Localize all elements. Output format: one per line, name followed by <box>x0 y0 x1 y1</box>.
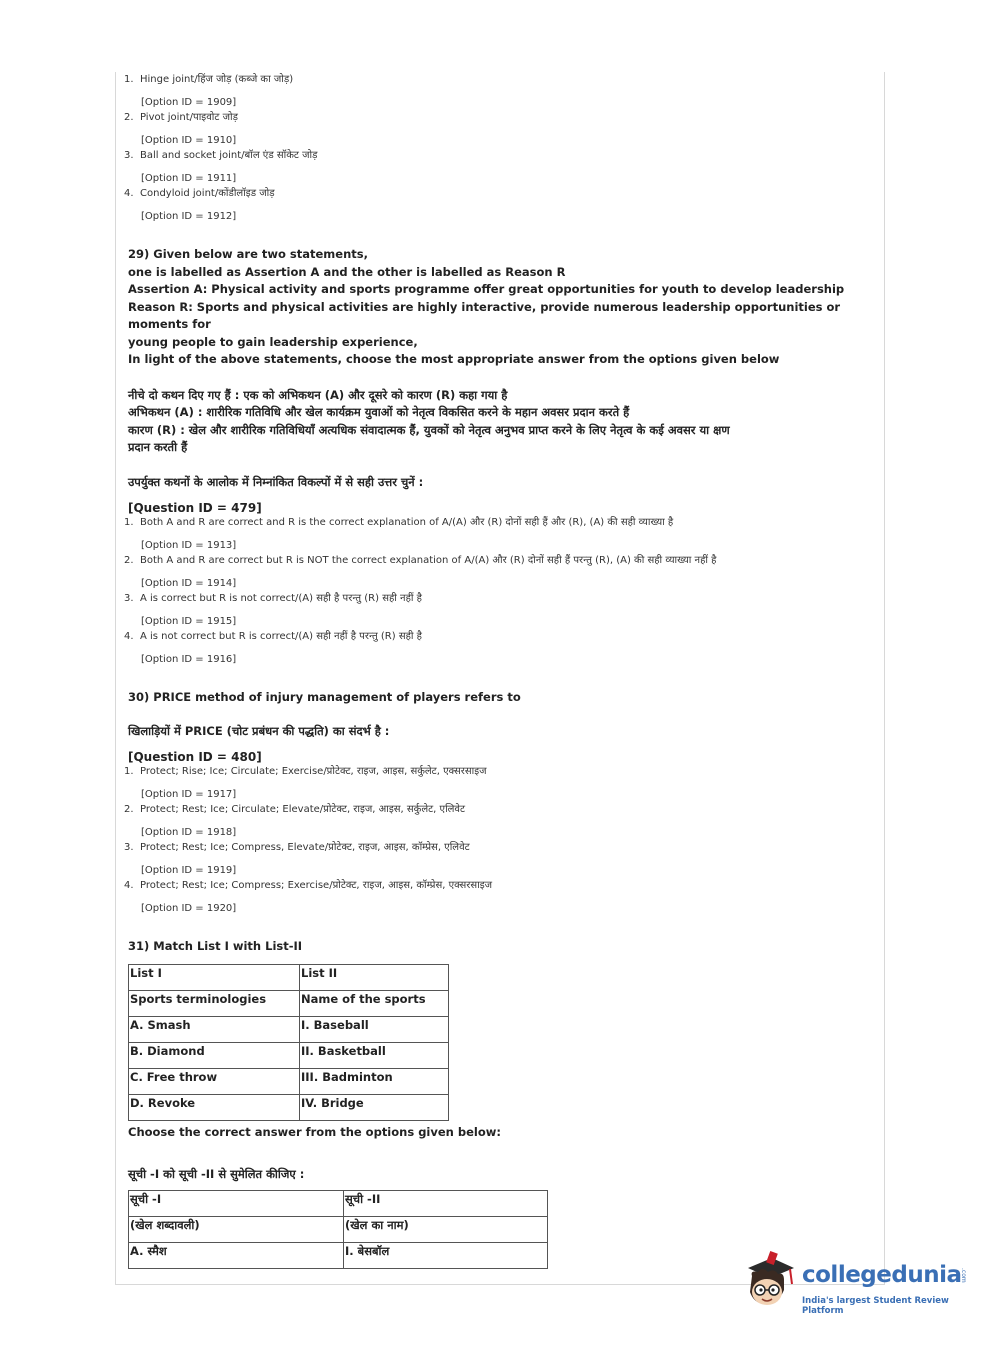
table-cell: A. Smash <box>129 1016 300 1042</box>
option-item: 2. Both A and R are correct but R is NOT the correct explanation of A/(A) और (R) दोनों सही हैं परन्तु (R), (A) की सही व्याख्या नहीं है <box>124 555 717 566</box>
question-id: [Question ID = 479] <box>128 501 262 515</box>
page-border-left <box>115 72 116 1284</box>
logo-tagline: India's largest Student Review Platform <box>802 1296 949 1316</box>
table-row <box>129 1016 449 1042</box>
q29-hindi <box>128 387 876 457</box>
option-item: 3. A is correct but R is not correct/(A) सही है परन्तु (R) सही नहीं है <box>124 593 422 604</box>
question-line: one is labelled as Assertion A and the other is labelled as Reason R <box>128 264 566 279</box>
mascot-icon <box>738 1250 802 1322</box>
question-line: young people to gain leadership experience, <box>128 334 418 349</box>
option-item: 2. Pivot joint/पाइवोट जोड़ <box>124 112 238 123</box>
table-cell: Name of the sports <box>300 990 449 1016</box>
option-id: [Option ID = 1909] <box>141 97 237 108</box>
table-row <box>129 1042 449 1068</box>
table-cell: A. स्मैश <box>129 1242 344 1268</box>
option-id: [Option ID = 1919] <box>141 865 237 876</box>
table-cell: II. Basketball <box>300 1042 449 1068</box>
option-item: 1. Both A and R are correct and R is the correct explanation of A/(A) और (R) दोनों सही हैं और (R), (A) की सही व्याख्या है <box>124 517 674 528</box>
option-item: 2. Protect; Rest; Ice; Circulate; Elevate/प्रोटेक्ट, राइज, आइस, सर्कुलेट, एलिवेट <box>124 804 466 815</box>
option-id: [Option ID = 1911] <box>141 173 237 184</box>
option-id: [Option ID = 1916] <box>141 654 237 665</box>
q29-english <box>128 246 876 369</box>
option-id: [Option ID = 1915] <box>141 616 237 627</box>
table-row <box>129 990 449 1016</box>
question-line: Assertion A: Physical activity and sports programme offer great opportunities for youth to develop leadership <box>128 282 845 296</box>
q28-options <box>124 72 876 224</box>
table-cell: सूची -I <box>129 1190 344 1216</box>
logo-suffix: .com <box>960 1268 967 1283</box>
q31-hindi: सूची -I को सूची -II से सुमेलित कीजिए : <box>128 1167 305 1181</box>
logo-name: collegedunia <box>802 1262 962 1288</box>
table-cell: I. Baseball <box>300 1016 449 1042</box>
option-item: 4. Protect; Rest; Ice; Compress; Exercise/प्रोटेक्ट, राइज, आइस, कॉम्प्रेस, एक्सरसाइज <box>124 880 493 891</box>
question-line: 29) Given below are two statements, <box>128 247 368 261</box>
table-cell: List I <box>129 964 300 990</box>
q30-english: 30) PRICE method of injury management of players refers to <box>128 690 521 704</box>
table-cell: सूची -II <box>344 1190 548 1216</box>
match-table-hindi <box>128 1190 548 1269</box>
table-cell: IV. Bridge <box>300 1094 449 1120</box>
table-row <box>129 1190 548 1216</box>
option-item: 4. Condyloid joint/कोंडीलॉइड जोड़ <box>124 188 275 199</box>
table-row <box>129 1094 449 1120</box>
option-item: 1. Protect; Rise; Ice; Circulate; Exercise/प्रोटेक्ट, राइज, आइस, सर्कुलेट, एक्सरसाइज <box>124 766 487 777</box>
page-border-right <box>884 72 885 1284</box>
collegedunia-logo[interactable] <box>738 1250 970 1322</box>
match-table-english <box>128 964 449 1121</box>
option-id: [Option ID = 1918] <box>141 827 237 838</box>
option-item: 4. A is not correct but R is correct/(A) सही नहीं है परन्तु (R) सही है <box>124 631 422 642</box>
option-id: [Option ID = 1917] <box>141 789 237 800</box>
option-id: [Option ID = 1912] <box>141 211 237 222</box>
table-row <box>129 1068 449 1094</box>
document-content <box>124 72 876 1269</box>
option-id: [Option ID = 1910] <box>141 135 237 146</box>
q29-hindi-instruction: उपर्युक्त कथनों के आलोक में निम्नांकित विकल्पों में से सही उत्तर चुनें : <box>128 474 424 489</box>
table-row <box>129 964 449 990</box>
option-id: [Option ID = 1913] <box>141 540 237 551</box>
table-cell: List II <box>300 964 449 990</box>
table-cell: (खेल का नाम) <box>344 1216 548 1242</box>
table-row <box>129 1242 548 1268</box>
question-line: प्रदान करती हैं <box>128 440 188 454</box>
table-cell: C. Free throw <box>129 1068 300 1094</box>
question-line: In light of the above statements, choose the most appropriate answer from the options given below <box>128 352 780 366</box>
table-cell: I. बेसबॉल <box>344 1242 548 1268</box>
table-row <box>129 1216 548 1242</box>
option-item: 1. Hinge joint/हिंज जोड़ (कब्जे का जोड़) <box>124 74 294 85</box>
question-line: Reason R: Sports and physical activities are highly interactive, provide numerous leadership opportunities or moments for <box>128 299 841 331</box>
option-id: [Option ID = 1920] <box>141 903 237 914</box>
table-cell: B. Diamond <box>129 1042 300 1068</box>
table-cell: (खेल शब्दावली) <box>129 1216 344 1242</box>
q30-hindi: खिलाड़ियों में PRICE (चोट प्रबंधन की पद्धति) का संदर्भ है : <box>128 723 390 738</box>
q31-instruction: Choose the correct answer from the options given below: <box>128 1124 501 1139</box>
question-id: [Question ID = 480] <box>128 750 262 764</box>
question-line: अभिकथन (A) : शारीरिक गतिविधि और खेल कार्यक्रम युवाओं को नेतृत्व विकसित करने के महान अवसर प्रदान करते हैं <box>128 405 630 419</box>
option-id: [Option ID = 1914] <box>141 578 237 589</box>
table-cell: D. Revoke <box>129 1094 300 1120</box>
q30-options <box>124 764 876 916</box>
table-cell: III. Badminton <box>300 1068 449 1094</box>
q29-options <box>124 515 876 667</box>
table-cell: Sports terminologies <box>129 990 300 1016</box>
option-item: 3. Protect; Rest; Ice; Compress, Elevate/प्रोटेक्ट, राइज, आइस, कॉम्प्रेस, एलिवेट <box>124 842 470 853</box>
question-line: कारण (R) : खेल और शारीरिक गतिविधियाँ अत्यधिक संवादात्मक हैं, युवकों को नेतृत्व अनुभव प्राप्त करने के लिए नेतृत्व के कई अवसर या क्षण <box>128 422 730 437</box>
option-item: 3. Ball and socket joint/बॉल एंड सॉकेट जोड़ <box>124 150 318 161</box>
q31-english: 31) Match List I with List-II <box>128 939 303 953</box>
question-line: नीचे दो कथन दिए गए हैं : एक को अभिकथन (A) और दूसरे को कारण (R) कहा गया है <box>128 387 508 402</box>
